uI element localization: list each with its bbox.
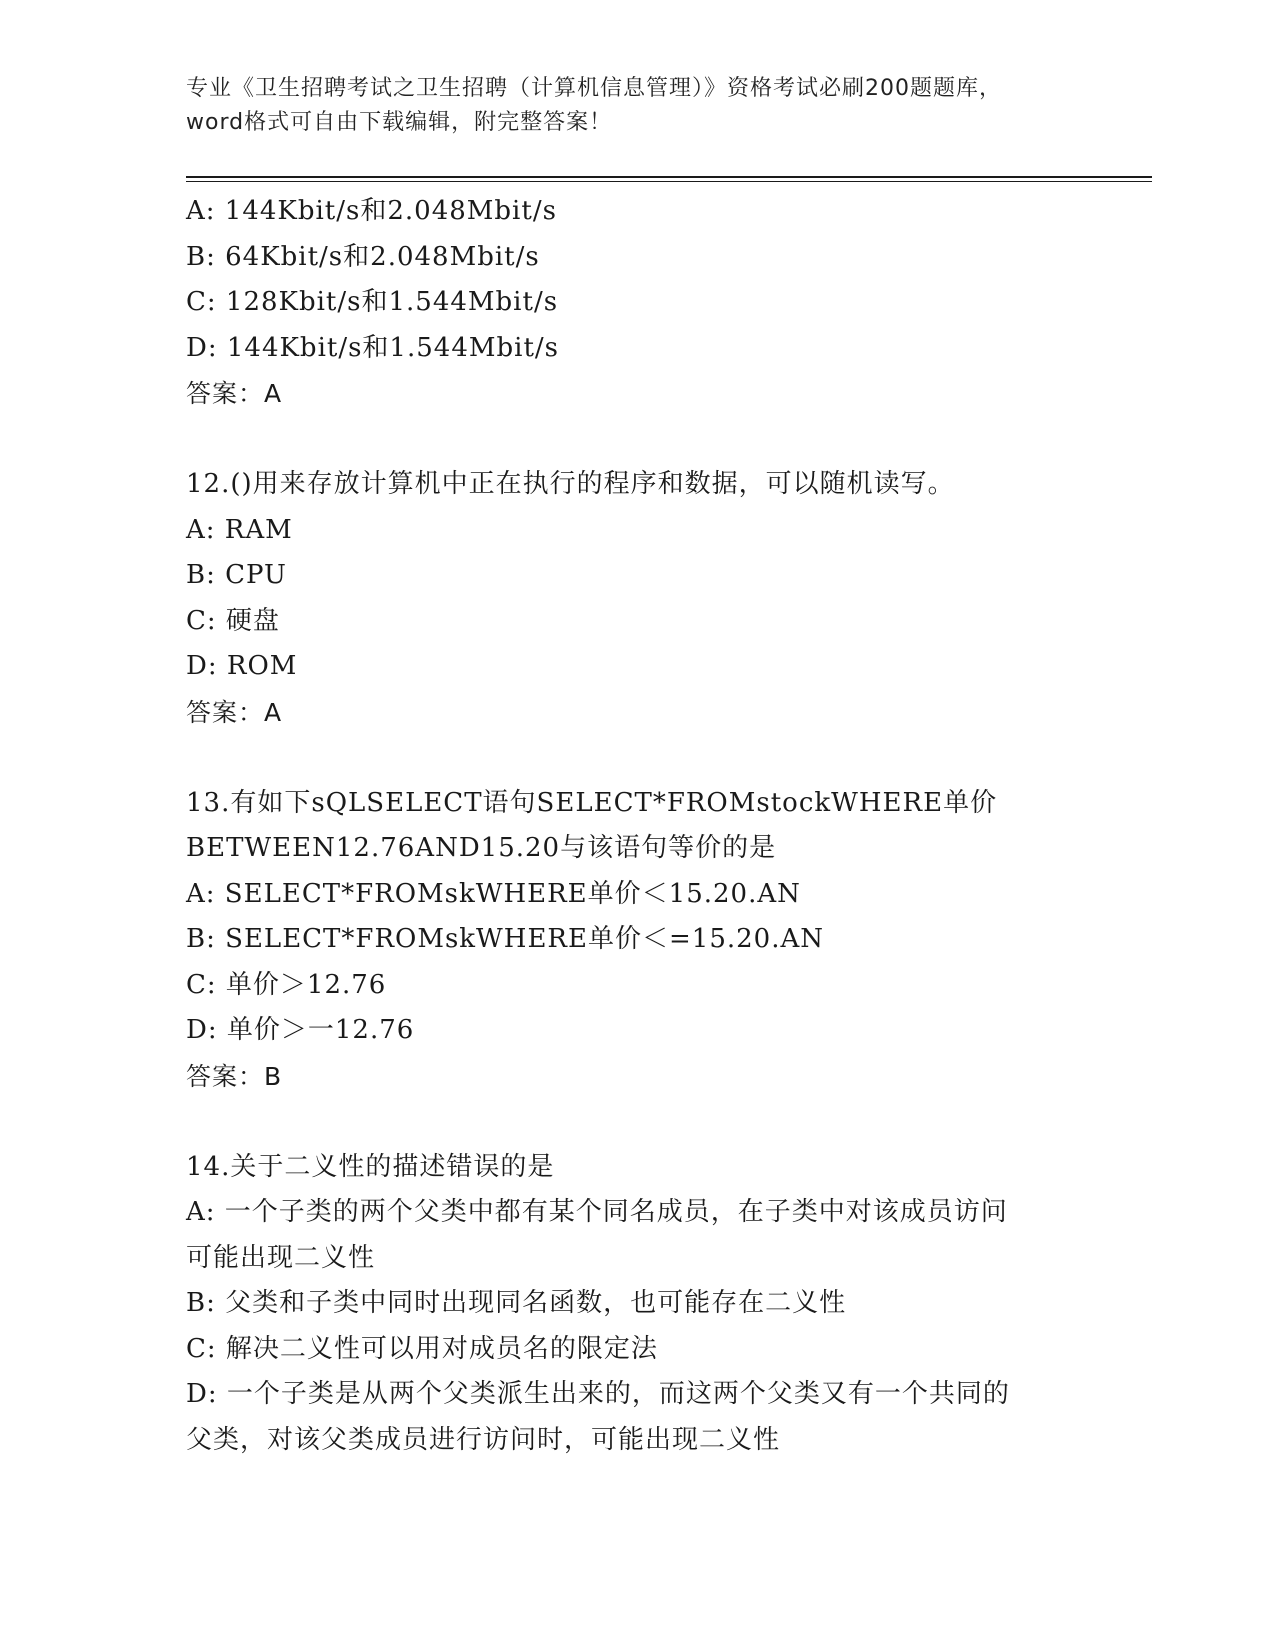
question-list [186,189,1086,1463]
question-text: 12.()用来存放计算机中正在执行的程序和数据，可以随机读写。 [186,469,955,499]
option-b: B: CPU [186,560,287,590]
header-title-line-1: 专业《卫生招聘考试之卫生招聘（计算机信息管理）》资格考试必刷200题题库， [186,76,1002,101]
option-b: B: 父类和子类中同时出现同名函数，也可能存在二义性 [186,1288,847,1318]
question-text-line-1: 13.有如下sQLSELECT语句SELECT*FROMstockWHERE单价 [186,787,998,818]
option-a: A: 144Kbit/s和2.048Mbit/s [186,196,557,226]
spacer [186,735,1086,781]
question-13 [186,781,1086,1100]
question-text-line-2: BETWEEN12.76AND15.20与该语句等价的是 [186,833,777,863]
option-d-line-1: D: 一个子类是从两个父类派生出来的，而这两个父类又有一个共同的 [186,1379,1010,1409]
document-header [186,72,1086,140]
header-divider-thick [186,176,1152,178]
question-14 [186,1145,1086,1464]
spacer [186,1099,1086,1145]
option-c: C: 128Kbit/s和1.544Mbit/s [186,287,559,317]
option-d-line-2: 父类，对该父类成员进行访问时，可能出现二义性 [186,1424,781,1455]
option-c: C: 单价＞12.76 [186,969,387,1000]
option-b: B: SELECT*FROMskWHERE单价＜=15.20.AN [186,924,824,954]
option-d: D: 144Kbit/s和1.544Mbit/s [186,332,559,363]
option-a-line-2: 可能出现二义性 [186,1242,376,1273]
option-a: A: SELECT*FROMskWHERE单价＜15.20.AN [186,878,801,909]
option-b: B: 64Kbit/s和2.048Mbit/s [186,241,540,272]
answer-line: 答案：B [186,1061,283,1091]
option-c: C: 硬盘 [186,605,280,636]
question-text: 14.关于二义性的描述错误的是 [186,1151,555,1182]
spacer [186,417,1086,463]
option-d: D: ROM [186,651,298,681]
option-d: D: 单价＞一12.76 [186,1015,415,1045]
question-12 [186,462,1086,735]
question-11 [186,189,1086,417]
option-c: C: 解决二义性可以用对成员名的限定法 [186,1333,658,1364]
answer-line: 答案：A [186,697,283,727]
header-divider-thin [186,181,1152,182]
option-a-line-1: A: 一个子类的两个父类中都有某个同名成员，在子类中对该成员访问 [186,1197,1008,1227]
answer-line: 答案：A [186,379,283,408]
header-title-line-2: word格式可自由下载编辑，附完整答案！ [186,110,613,135]
option-a: A: RAM [186,514,293,545]
